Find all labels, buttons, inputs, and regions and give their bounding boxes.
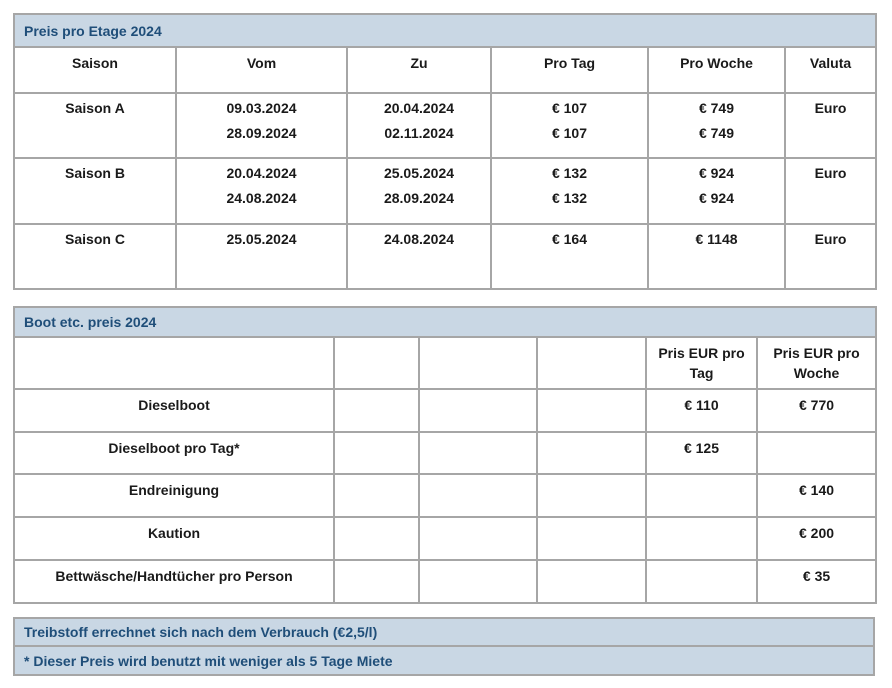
zu-date: 02.11.2024 [384, 125, 454, 141]
valuta-value: Euro [814, 165, 847, 181]
pro-tag-price: € 107 [551, 100, 588, 116]
item-label: Dieselboot pro Tag* [14, 432, 334, 474]
zu-date: 24.08.2024 [383, 231, 455, 247]
pro-woche-price: € 749 [698, 100, 735, 116]
column-header-pro-woche: Pro Woche [648, 47, 785, 93]
vom-date: 20.04.2024 [226, 165, 297, 181]
table-row [14, 474, 876, 517]
notes-table [13, 617, 875, 676]
vom-date: 24.08.2024 [226, 190, 297, 206]
column-header-zu: Zu [347, 47, 491, 93]
pro-tag-price: € 132 [551, 165, 588, 181]
saison-label: Saison C [65, 231, 125, 247]
pris-tag-value [646, 474, 757, 517]
item-label: Bettwäsche/Handtücher pro Person [14, 560, 334, 603]
zu-date: 28.09.2024 [383, 190, 455, 206]
table-row [14, 93, 876, 158]
short-rental-note: * Dieser Preis wird benutzt mit weniger als 5 Tage Miete [14, 646, 874, 675]
table-row [14, 432, 876, 474]
etage-header-row [14, 47, 876, 93]
pro-woche-price: € 749 [698, 125, 735, 141]
column-header-pris-tag: Pris EUR pro Tag [646, 337, 757, 389]
pro-woche-price: € 1148 [695, 231, 738, 247]
zu-date: 20.04.2024 [383, 100, 455, 116]
empty-cell [14, 337, 334, 389]
item-label: Dieselboot [14, 389, 334, 432]
pris-tag-value: € 110 [646, 389, 757, 432]
valuta-value: Euro [814, 231, 847, 247]
column-header-pris-woche: Pris EUR pro Woche [757, 337, 876, 389]
pro-woche-price: € 924 [698, 165, 735, 181]
etage-table-title: Preis pro Etage 2024 [14, 14, 876, 47]
fuel-note: Treibstoff errechnet sich nach dem Verbrauch (€2,5/l) [14, 618, 874, 646]
vom-date: 28.09.2024 [226, 125, 297, 141]
saison-label: Saison B [65, 165, 125, 181]
table-row [14, 224, 876, 289]
column-header-valuta: Valuta [785, 47, 876, 93]
boot-table-title: Boot etc. preis 2024 [14, 307, 876, 337]
column-header-pro-tag: Pro Tag [491, 47, 648, 93]
empty-cell [537, 337, 646, 389]
pro-tag-price: € 132 [551, 190, 588, 206]
item-label: Endreinigung [14, 474, 334, 517]
pris-tag-value [646, 560, 757, 603]
valuta-value: Euro [814, 100, 847, 116]
pro-tag-price: € 107 [551, 125, 588, 141]
table-row [14, 158, 876, 224]
pro-tag-price: € 164 [551, 231, 588, 247]
pris-woche-value: € 200 [757, 517, 876, 560]
empty-cell [334, 337, 419, 389]
column-header-saison: Saison [14, 47, 176, 93]
pris-woche-value [757, 432, 876, 474]
boot-header-row [14, 337, 876, 389]
table-row [14, 389, 876, 432]
saison-label: Saison A [65, 100, 125, 116]
table-row [14, 517, 876, 560]
column-header-vom: Vom [176, 47, 347, 93]
vom-date: 09.03.2024 [226, 100, 297, 116]
pris-woche-value: € 770 [757, 389, 876, 432]
vom-date: 25.05.2024 [226, 231, 297, 247]
table-row [14, 560, 876, 603]
pris-woche-value: € 140 [757, 474, 876, 517]
pris-tag-value: € 125 [646, 432, 757, 474]
pris-tag-value [646, 517, 757, 560]
empty-cell [419, 337, 537, 389]
boot-price-table [13, 306, 877, 604]
zu-date: 25.05.2024 [383, 165, 455, 181]
pro-woche-price: € 924 [698, 190, 735, 206]
pris-woche-value: € 35 [757, 560, 876, 603]
item-label: Kaution [14, 517, 334, 560]
etage-price-table [13, 13, 877, 290]
